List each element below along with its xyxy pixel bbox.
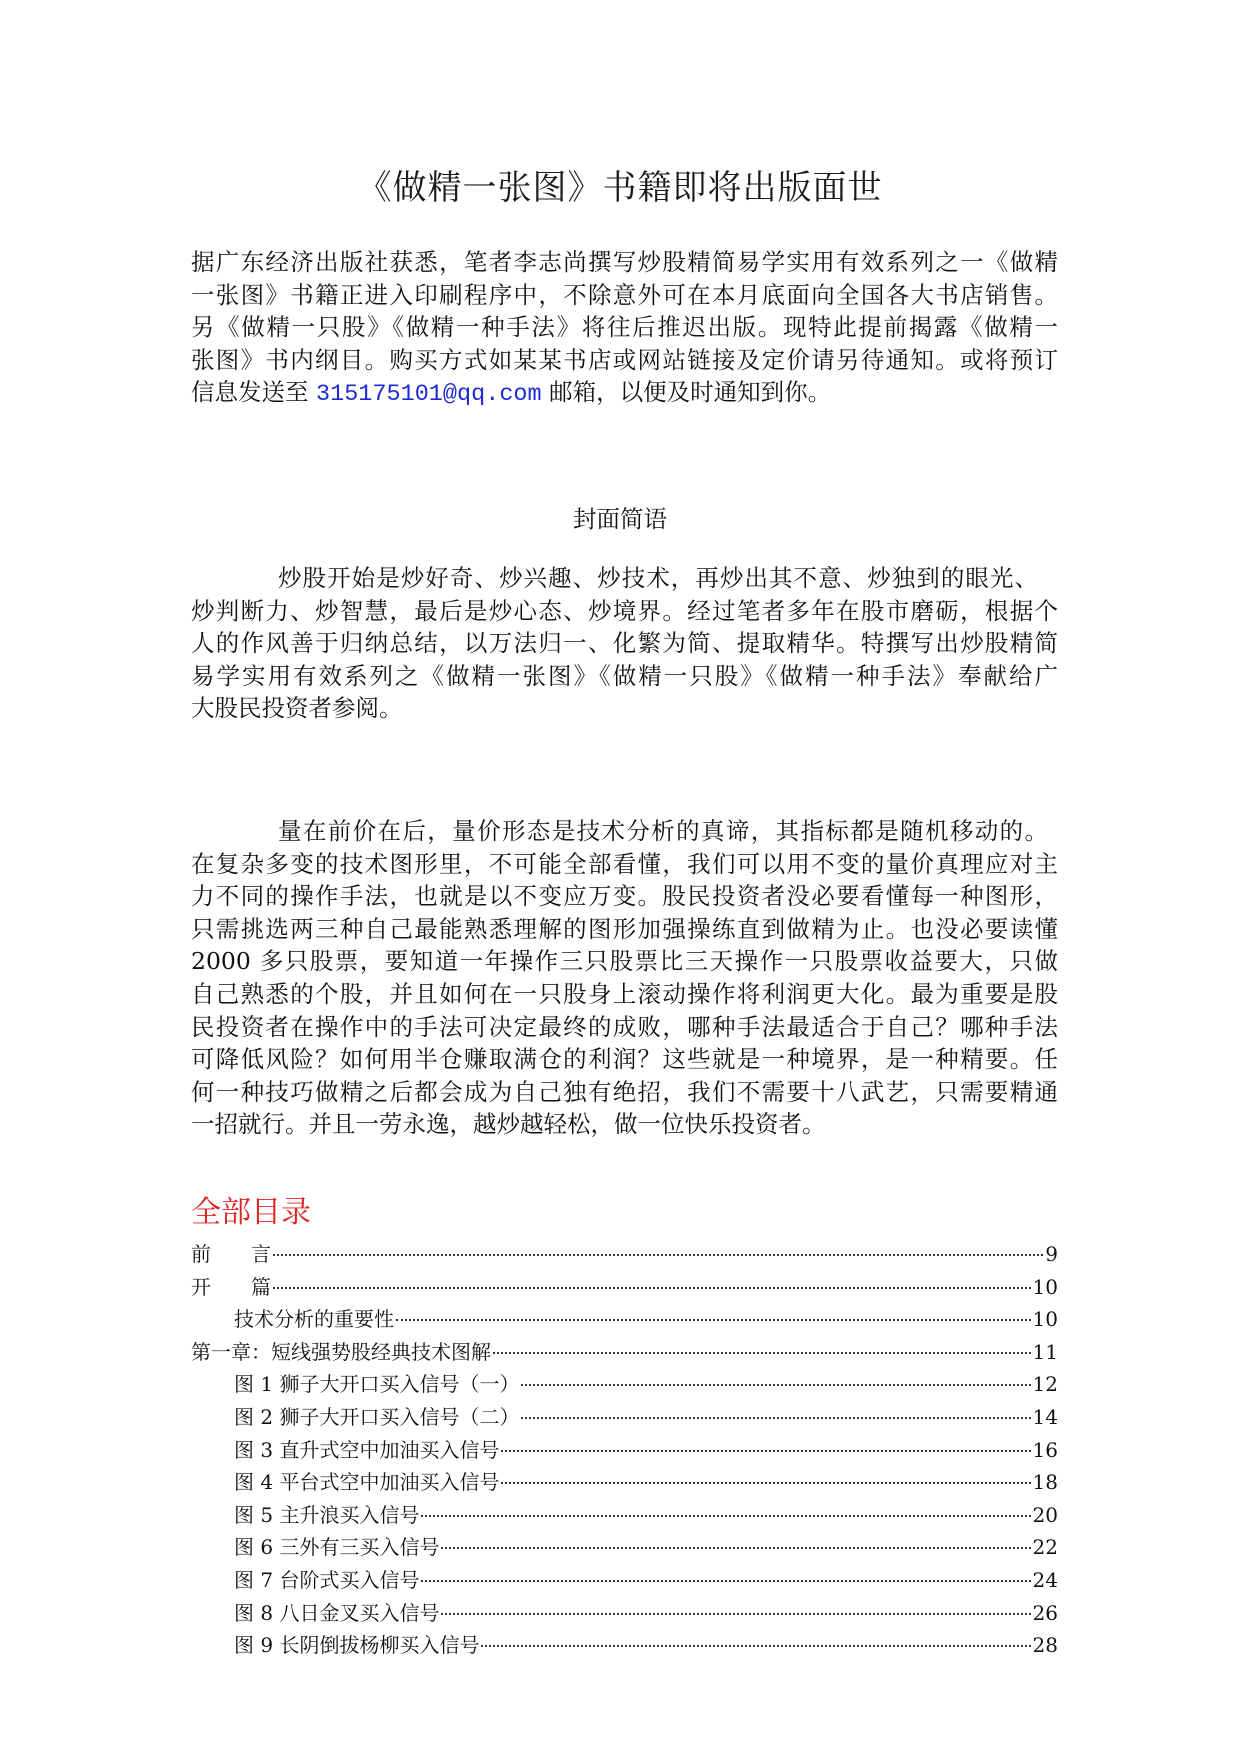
- body-line: 力不同的操作手法，也就是以不变应万变。股民投资者没必要看懂每一种图形，: [191, 882, 1058, 911]
- toc-leader-dots: [441, 1613, 1030, 1615]
- toc-entry-page: 16: [1032, 1437, 1058, 1462]
- toc-entry[interactable]: [191, 1238, 1058, 1271]
- cover-line: 易学实用有效系列之《做精一张图》《做精一只股》《做精一种手法》奉献给广: [191, 661, 1058, 690]
- toc-entry-page: 10: [1032, 1307, 1058, 1332]
- toc-leader-dots: [493, 1352, 1031, 1354]
- toc-entry[interactable]: [191, 1597, 1058, 1630]
- toc-leader-dots: [421, 1580, 1030, 1582]
- toc-entry-label: 图 7 台阶式买入信号: [234, 1567, 420, 1592]
- toc-entry-label: 图 4 平台式空中加油买入信号: [234, 1470, 500, 1495]
- toc-leader-dots: [501, 1450, 1030, 1452]
- email-link[interactable]: 315175101@qq.com: [315, 381, 542, 409]
- toc-leader-dots: [421, 1515, 1030, 1517]
- toc-leader-dots: [481, 1645, 1030, 1647]
- body-line: 量在前价在后，量价形态是技术分析的真谛，其指标都是随机移动的。: [278, 817, 1048, 845]
- toc-entry[interactable]: [191, 1629, 1058, 1662]
- cover-paragraph: [191, 562, 1058, 725]
- cover-line: 大股民投资者参阅。: [191, 694, 403, 723]
- toc-entry-label: 开 篇: [191, 1274, 271, 1299]
- body-line: 2000 多只股票，要知道一年操作三只股票比三天操作一只股票收益要大，只做: [191, 947, 1058, 976]
- toc-entry-label: 图 9 长阴倒拔杨柳买入信号: [234, 1633, 480, 1658]
- toc-entry-label: 图 8 八日金叉买入信号: [234, 1600, 440, 1625]
- toc-entry[interactable]: [191, 1531, 1058, 1564]
- body-line: 民投资者在操作中的手法可决定最终的成败，哪种手法最适合于自己？哪种手法: [191, 1012, 1058, 1041]
- body-line: 何一种技巧做精之后都会成为自己独有绝招，我们不需要十八武艺，只需要精通: [191, 1077, 1058, 1106]
- toc-entry[interactable]: [191, 1466, 1058, 1499]
- toc-entry-page: 28: [1032, 1633, 1058, 1658]
- toc-entry-label: 图 5 主升浪买入信号: [234, 1502, 420, 1527]
- body-line: 只需挑选两三种自己最能熟悉理解的图形加强操练直到做精为止。也没必要读懂: [191, 914, 1058, 943]
- toc-entry[interactable]: [191, 1564, 1058, 1597]
- toc-entry-label: 技术分析的重要性: [234, 1307, 394, 1332]
- body-line: 一招就行。并且一劳永逸，越炒越轻松，做一位快乐投资者。: [191, 1110, 826, 1139]
- page-title: 《做精一张图》书籍即将出版面世: [357, 168, 883, 208]
- toc-heading: 全部目录: [191, 1195, 311, 1230]
- toc-entry-page: 20: [1032, 1502, 1058, 1527]
- toc-entry-label: 图 2 狮子大开口买入信号（二）: [234, 1404, 520, 1429]
- intro-line: 据广东经济出版社获悉，笔者李志尚撰写炒股精简易学实用有效系列之一《做精: [191, 248, 1058, 276]
- intro-text: 邮箱，以便及时通知到你。: [541, 378, 832, 407]
- intro-line: 张图》书内纲目。购买方式如某某书店或网站链接及定价请另待通知。或将预订: [191, 345, 1058, 374]
- cover-heading: 封面简语: [573, 505, 667, 533]
- body-line: 可降低风险？如何用半仓赚取满仓的利润？这些就是一种境界，是一种精要。任: [191, 1045, 1058, 1074]
- toc-entry-label: 前 言: [191, 1242, 271, 1266]
- toc-entry-page: 10: [1032, 1274, 1058, 1299]
- toc-entry-page: 12: [1032, 1372, 1058, 1397]
- toc-entry-page: 14: [1032, 1404, 1058, 1429]
- toc-entry-page: 26: [1032, 1600, 1058, 1625]
- toc-leader-dots: [521, 1417, 1030, 1419]
- toc-entry-page: 22: [1032, 1535, 1058, 1560]
- toc-leader-dots: [441, 1547, 1030, 1549]
- toc-leader-dots: [273, 1287, 1031, 1289]
- toc-entry[interactable]: [191, 1434, 1058, 1467]
- intro-paragraph: [191, 246, 1058, 409]
- toc-entry-page: 18: [1032, 1470, 1058, 1495]
- toc-leader-dots: [396, 1319, 1031, 1321]
- toc-leader-dots: [521, 1384, 1030, 1386]
- toc-entry-label: 图 3 直升式空中加油买入信号: [234, 1437, 500, 1462]
- cover-line: 炒判断力、炒智慧，最后是炒心态、炒境界。经过笔者多年在股市磨砺，根据个: [191, 596, 1058, 625]
- toc-entry-page: 11: [1032, 1339, 1058, 1364]
- toc-entry-page: 9: [1045, 1242, 1058, 1266]
- toc-entry-label: 第一章：短线强势股经典技术图解: [191, 1339, 491, 1364]
- toc-entry[interactable]: [191, 1368, 1058, 1401]
- table-of-contents: [191, 1238, 1058, 1662]
- intro-text: 信息发送至: [191, 378, 316, 407]
- toc-entry-label: 图 1 狮子大开口买入信号（一）: [234, 1372, 520, 1397]
- toc-entry[interactable]: [191, 1271, 1058, 1304]
- body-paragraph: [191, 815, 1058, 1141]
- toc-entry[interactable]: [191, 1499, 1058, 1532]
- toc-entry[interactable]: [191, 1336, 1058, 1369]
- toc-entry-page: 24: [1032, 1567, 1058, 1592]
- toc-leader-dots: [273, 1254, 1043, 1256]
- body-line: 自己熟悉的个股，并且如何在一只股身上滚动操作将利润更大化。最为重要是股: [191, 979, 1058, 1008]
- intro-line: 一张图》书籍正进入印刷程序中，不除意外可在本月底面向全国各大书店销售。: [191, 280, 1058, 309]
- body-line: 在复杂多变的技术图形里，不可能全部看懂，我们可以用不变的量价真理应对主: [191, 849, 1058, 878]
- toc-leader-dots: [501, 1482, 1030, 1484]
- intro-line: 另《做精一只股》《做精一种手法》将往后推迟出版。现特此提前揭露《做精一: [191, 313, 1058, 342]
- toc-entry[interactable]: [191, 1401, 1058, 1434]
- toc-entry-label: 图 6 三外有三买入信号: [234, 1535, 440, 1560]
- intro-line: [191, 376, 1058, 409]
- cover-line: 炒股开始是炒好奇、炒兴趣、炒技术，再炒出其不意、炒独到的眼光、: [278, 564, 1038, 592]
- toc-entry[interactable]: [191, 1303, 1058, 1336]
- cover-line: 人的作风善于归纳总结，以万法归一、化繁为简、提取精华。特撰写出炒股精简: [191, 629, 1058, 658]
